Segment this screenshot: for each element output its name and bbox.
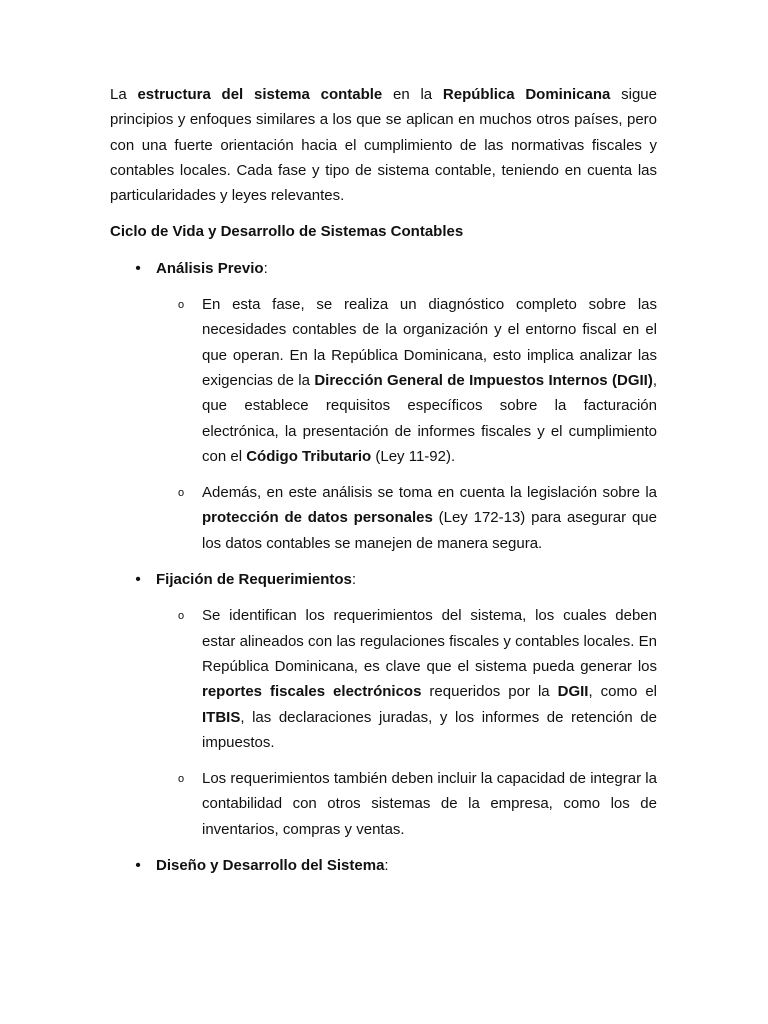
bullet-title: Diseño y Desarrollo del Sistema xyxy=(156,857,385,875)
sub-bullet-item xyxy=(178,292,657,469)
sub-bullet-list xyxy=(110,603,657,842)
text-run: (Ley 11-92). xyxy=(371,447,456,465)
bold-text-run: ITBIS xyxy=(202,708,241,726)
bold-text-run: DGII xyxy=(557,683,589,701)
text-run: , como el xyxy=(588,683,657,701)
bullet-title: Análisis Previo xyxy=(156,259,264,277)
bullet-title: Fijación de Requerimientos xyxy=(156,571,352,589)
bullet-title-suffix: : xyxy=(384,857,389,875)
bold-text-run: Dirección General de Impuestos Internos (DGII) xyxy=(314,371,653,389)
bullet-item xyxy=(135,256,657,281)
text-run: Además, en este análisis se toma en cuenta la legislación sobre la xyxy=(202,484,657,502)
document-body xyxy=(110,82,657,878)
bullet-item xyxy=(135,853,657,878)
bold-text-run: Código Tributario xyxy=(246,447,372,465)
bullet-dot-icon: • xyxy=(135,571,141,589)
sub-bullet-list xyxy=(110,292,657,556)
bullet-dot-icon: • xyxy=(135,857,141,875)
text-run: La xyxy=(110,86,138,103)
sub-bullet-item xyxy=(178,480,657,556)
sub-bullet-item xyxy=(178,766,657,842)
circle-bullet-icon: o xyxy=(178,773,185,786)
text-run: requeridos por la xyxy=(421,683,558,701)
section-heading: Ciclo de Vida y Desarrollo de Sistemas Contables xyxy=(110,223,464,241)
bullet-title-suffix: : xyxy=(263,259,268,277)
text-run: Los requerimientos también deben incluir la capacidad de integrar la contabilidad con otros sistemas de la empresa, como los de inventarios, compras y ventas. xyxy=(202,770,657,838)
text-run: sigue principios y enfoques similares a los que se aplican en muchos otros países, pero con una fuerte orientación hacia el cumplimiento de las normativas fiscales y contables locales. Cada fase y tipo de sistema contable, teniendo en cuenta las particularidades y leyes relevantes. xyxy=(110,86,657,205)
bold-text-run: protección de datos personales xyxy=(202,509,433,527)
circle-bullet-icon: o xyxy=(178,299,185,312)
bold-text-run: República Dominicana xyxy=(442,86,611,103)
text-run: en la xyxy=(382,86,443,103)
text-run: Se identifican los requerimientos del sistema, los cuales deben estar alineados con las regulaciones fiscales y contables locales. En República Dominicana, es clave que el sistema pueda generar los xyxy=(202,607,657,675)
sub-bullet-item xyxy=(178,603,657,755)
bullet-item xyxy=(135,567,657,592)
text-run: , que establece requisitos específicos sobre la facturación electrónica, la presentación de informes fiscales y el cumplimiento con el xyxy=(202,371,657,465)
bold-text-run: estructura del sistema contable xyxy=(137,86,383,103)
bold-text-run: reportes fiscales electrónicos xyxy=(202,683,422,701)
text-run: , las declaraciones juradas, y los informes de retención de impuestos. xyxy=(202,708,657,751)
text-run: En esta fase, se realiza un diagnóstico completo sobre las necesidades contables de la organización y el entorno fiscal en el que operan. En la República Dominicana, esto implica analizar las exigencias de la xyxy=(202,296,657,389)
circle-bullet-icon: o xyxy=(178,487,185,500)
text-run: (Ley 172-13) para asegurar que los datos contables se manejen de manera segura. xyxy=(202,509,657,552)
circle-bullet-icon: o xyxy=(178,610,185,623)
section-list xyxy=(110,256,657,879)
bullet-dot-icon: • xyxy=(135,259,141,277)
bullet-title-suffix: : xyxy=(351,571,357,589)
intro-paragraph xyxy=(110,82,657,208)
